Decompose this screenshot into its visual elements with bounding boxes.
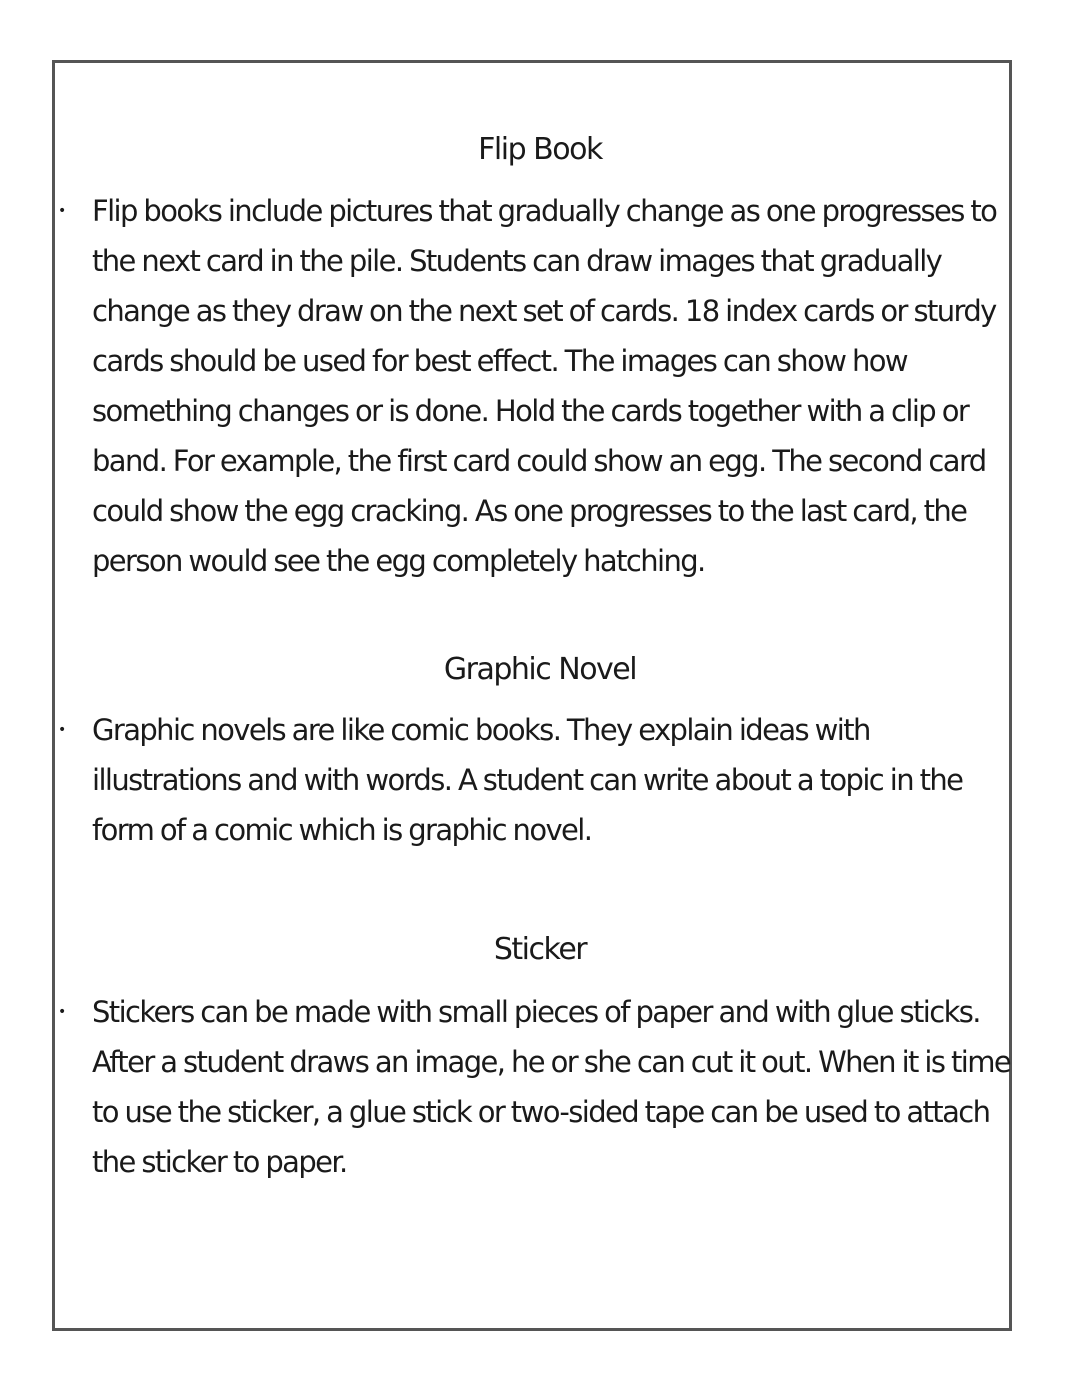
bullet-icon: •: [58, 203, 67, 219]
paragraph-graphic-novel: Graphic novels are like comic books. They explain ideas with illustrations and with words. A student can write about a topic in the form of a comic which is graphic novel.: [92, 713, 963, 847]
paragraph-sticker: Stickers can be made with small pieces of paper and with glue sticks. After a student draws an image, he or she can cut it out. When it is time to use the sticker, a glue stick or two-sided tape can be used to attach the sticker to paper.: [92, 995, 1011, 1179]
paragraph-flip-book: Flip books include pictures that gradually change as one progresses to the next card in the pile. Students can draw images that gradually change as they draw on the next set of cards. 18 index cards or sturdy cards should be used for best effect. The images can show how something changes or is done. Hold the cards together with a clip or band. For example, the first card could show an egg. The second card could show the egg cracking. As one progresses to the last card, the person would see the egg completely hatching.: [92, 194, 997, 578]
bullet-icon: •: [58, 1004, 67, 1020]
heading-flip-book: Flip Book: [478, 132, 602, 167]
bullet-icon: •: [58, 722, 67, 738]
heading-sticker: Sticker: [493, 932, 587, 967]
heading-graphic-novel: Graphic Novel: [443, 652, 637, 687]
